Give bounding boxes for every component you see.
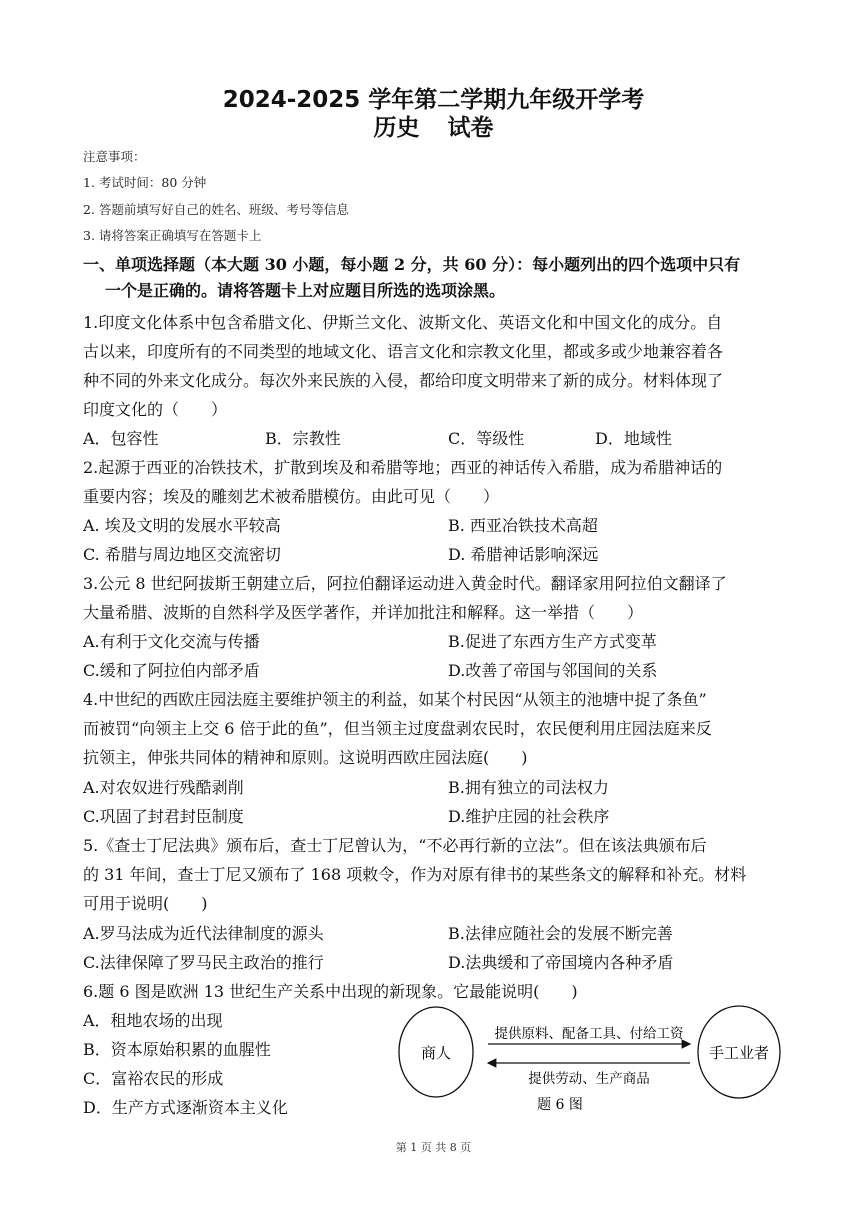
bottom-arrow-label: 提供劳动、生产商品	[528, 1071, 650, 1087]
section-line: 一、单项选择题（本大题 30 小题，每小题 2 分，共 60 分）：每小题列出的四个选项中只有	[83, 255, 741, 274]
option-c[interactable]: C.缓和了阿拉伯内部矛盾	[83, 661, 260, 680]
question-4-options	[83, 773, 793, 802]
option-b[interactable]: B.法律应随社会的发展不断完善	[448, 924, 673, 943]
note-item: 3. 请将答案正确填写在答题卡上	[83, 228, 262, 243]
option-b[interactable]: B.拥有独立的司法权力	[448, 778, 609, 797]
option-c[interactable]: C．等级性	[448, 429, 525, 448]
option-d[interactable]: D．生产方式逐渐资本主义化	[83, 1098, 288, 1117]
section-heading	[83, 252, 793, 304]
option-b[interactable]: B. 西亚冶铁技术高超	[448, 516, 598, 535]
stem-line: 5.《查士丁尼法典》颁布后，查士丁尼曾认为，“不必再行新的立法”。但在该法典颁布后	[83, 836, 707, 855]
question-5	[83, 831, 793, 918]
question-2	[83, 453, 793, 511]
option-a[interactable]: A．租地农场的出现	[83, 1011, 223, 1030]
option-a[interactable]: A.罗马法成为近代法律制度的源头	[83, 924, 324, 943]
question-2-options	[83, 511, 793, 540]
exam-subject	[0, 114, 867, 142]
question-4	[83, 685, 793, 772]
option-a[interactable]: A.有利于文化交流与传播	[83, 632, 260, 651]
page-number: 第 1 页 共 8 页	[395, 1141, 472, 1154]
notes-heading: 注意事项：	[83, 149, 146, 164]
stem-line: 2.起源于西亚的冶铁技术，扩散到埃及和希腊等地；西亚的神话传入希腊，成为希腊神话的	[83, 458, 723, 477]
option-b[interactable]: B.促进了东西方生产方式变革	[448, 632, 657, 651]
question-4-options	[83, 802, 793, 831]
question-1-options	[83, 424, 793, 453]
question-5-options	[83, 948, 793, 977]
stem-line: 的 31 年间，查士丁尼又颁布了 168 项敕令，作为对原有律书的某些条文的解释和补充。材料	[83, 865, 747, 884]
question-3-options	[83, 656, 793, 685]
stem-line: 大量希腊、波斯的自然科学及医学著作，并详加批注和解释。这一举措（ ）	[83, 603, 644, 622]
stem-line: 1.印度文化体系中包含希腊文化、伊斯兰文化、波斯文化、英语文化和中国文化的成分。自	[83, 313, 723, 332]
option-a[interactable]: A．包容性	[83, 429, 159, 448]
option-c[interactable]: C. 希腊与周边地区交流密切	[83, 545, 281, 564]
stem-line: 6.题 6 图是欧洲 13 世纪生产关系中出现的新现象。它最能说明( )	[83, 982, 578, 1001]
question-5-options	[83, 919, 793, 948]
note-item: 1. 考试时间：80 分钟	[83, 175, 207, 190]
option-d[interactable]: D.改善了帝国与邻国间的关系	[448, 661, 658, 680]
option-c[interactable]: C．富裕农民的形成	[83, 1069, 224, 1088]
option-c[interactable]: C.法律保障了罗马民主政治的推行	[83, 953, 324, 972]
option-c[interactable]: C.巩固了封君封臣制度	[83, 807, 244, 826]
option-d[interactable]: D.维护庄园的社会秩序	[448, 807, 610, 826]
stem-line: 古以来，印度所有的不同类型的地域文化、语言文化和宗教文化里，都或多或少地兼容着各	[83, 342, 724, 361]
paper-label: 试卷	[447, 115, 494, 141]
stem-line: 而被罚“向领主上交 6 倍于此的鱼”，但当领主过度盘剥农民时，农民便利用庄园法庭来反	[83, 719, 712, 738]
option-a[interactable]: A.对农奴进行残酷剥削	[83, 778, 244, 797]
figure-6-diagram	[392, 1000, 792, 1125]
option-a[interactable]: A. 埃及文明的发展水平较高	[83, 516, 281, 535]
top-arrow-label: 提供原料、配备工具、付给工资	[494, 1026, 684, 1042]
merchant-label: 商人	[420, 1044, 452, 1062]
question-3	[83, 569, 793, 627]
stem-line: 抗领主，伸张共同体的精神和原则。这说明西欧庄园法庭( )	[83, 748, 528, 767]
question-3-options	[83, 627, 793, 656]
option-d[interactable]: D．地域性	[595, 429, 672, 448]
option-b[interactable]: B．宗教性	[265, 429, 341, 448]
option-b[interactable]: B．资本原始积累的血腥性	[83, 1040, 271, 1059]
section-line: 一个是正确的。请将答题卡上对应题目所选的选项涂黑。	[105, 281, 506, 300]
stem-line: 4.中世纪的西欧庄园法庭主要维护领主的利益，如某个村民因“从领主的池塘中捉了条鱼”	[83, 690, 707, 709]
exam-title: 2024-2025 学年第二学期九年级开学考	[222, 87, 645, 113]
question-1	[83, 308, 793, 424]
stem-line: 重要内容；埃及的雕刻艺术被希腊模仿。由此可见（ ）	[83, 487, 500, 506]
stem-line: 可用于说明( )	[83, 894, 208, 913]
craftsman-label: 手工业者	[708, 1044, 770, 1062]
figure-caption: 题 6 图	[537, 1097, 583, 1113]
option-d[interactable]: D. 希腊神话影响深远	[448, 545, 599, 564]
option-d[interactable]: D.法典缓和了帝国境内各种矛盾	[448, 953, 674, 972]
stem-line: 种不同的外来文化成分。每次外来民族的入侵，都给印度文明带来了新的成分。材料体现了	[83, 371, 724, 390]
question-2-options	[83, 540, 793, 569]
note-item: 2. 答题前填写好自己的姓名、班级、考号等信息	[83, 202, 349, 217]
stem-line: 3.公元 8 世纪阿拔斯王朝建立后，阿拉伯翻译运动进入黄金时代。翻译家用阿拉伯文翻译了	[83, 574, 727, 593]
subject-name: 历史	[373, 115, 420, 141]
stem-line: 印度文化的（ ）	[83, 400, 228, 419]
